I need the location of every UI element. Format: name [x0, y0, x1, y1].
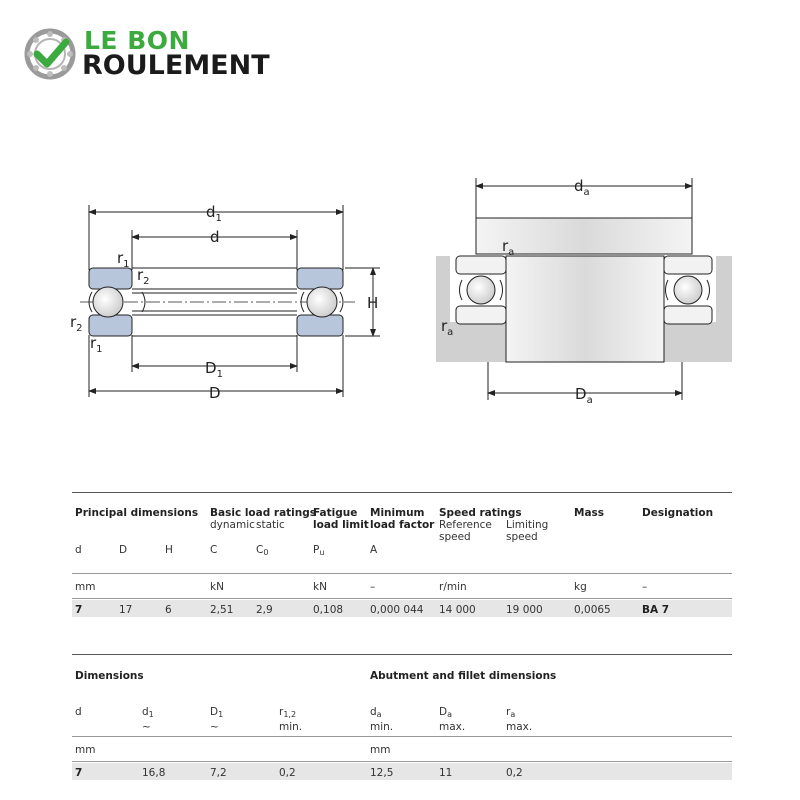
sym2-da: $d_a$ min. [370, 706, 394, 733]
val-Pu: 0,108 [313, 604, 344, 616]
hdr-designation: Designation [642, 507, 714, 519]
dim-D1-label: $D_1$ [205, 359, 223, 380]
sym-d: d [75, 544, 82, 556]
dim-ra-top-label: $r_a$ [502, 237, 515, 258]
val-designation: BA 7 [642, 604, 670, 616]
dim-d1-label: $d_1$ [206, 203, 222, 224]
val-D: 17 [119, 604, 133, 616]
hdr-load-limit: load limit [313, 519, 369, 531]
val-A: 0,000 044 [370, 604, 424, 616]
val2-ra: 0,2 [506, 767, 523, 779]
val2-Da: 11 [439, 767, 453, 779]
sym2-d1: $d_1$ ~ [142, 706, 154, 733]
bearing-drawing [0, 160, 800, 420]
unit2-mm-abutment: mm [370, 744, 391, 756]
val-d: 7 [75, 604, 83, 616]
sym-H: H [165, 544, 173, 556]
sym-C0: $C_0$ [256, 544, 269, 557]
hdr-abutment-fillet: Abutment and fillet dimensions [370, 670, 557, 682]
unit-mm: mm [75, 581, 96, 593]
val-C: 2,51 [210, 604, 234, 616]
dim-r1-bottom-label: $r_1$ [90, 334, 103, 355]
val2-d1: 16,8 [142, 767, 166, 779]
logo-text-top: LE BON [84, 26, 190, 55]
val-lim-speed: 19 000 [506, 604, 543, 616]
val-H: 6 [165, 604, 172, 616]
dim-D-label: D [209, 384, 221, 402]
unit-kn-fatigue: kN [313, 581, 327, 593]
unit2-mm-dimensions: mm [75, 744, 96, 756]
hdr-dimensions: Dimensions [75, 670, 144, 682]
table2-mid-rule [72, 736, 732, 737]
dim-Da-label: $D_a$ [575, 385, 593, 406]
hdr-reference: Reference [439, 519, 492, 531]
dim-r2-left-label: $r_2$ [70, 313, 83, 334]
val-mass: 0,0065 [574, 604, 611, 616]
hdr-limiting-speed: speed [506, 531, 538, 543]
sym-C: C [210, 544, 218, 556]
logo-bearing-check-icon [24, 28, 76, 80]
sym-Pu: $P_u$ [313, 544, 325, 557]
hdr-dynamic: dynamic [210, 519, 255, 531]
hdr-static: static [256, 519, 285, 531]
hdr-mass: Mass [574, 507, 605, 519]
logo-text-bottom: ROULEMENT [82, 50, 270, 81]
table2-top-rule [72, 654, 732, 655]
unit-rmin: r/min [439, 581, 467, 593]
sym2-d: d [75, 706, 82, 718]
unit-dash-factor: – [370, 581, 376, 593]
val-ref-speed: 14 000 [439, 604, 476, 616]
table1-row-rule [72, 598, 732, 599]
val-C0: 2,9 [256, 604, 273, 616]
hdr-limiting: Limiting [506, 519, 549, 531]
dim-r2-top-label: $r_2$ [137, 266, 150, 287]
abutment-view [436, 178, 732, 400]
dim-h-label: H [367, 294, 379, 312]
table1-top-rule [72, 492, 732, 493]
hdr-principal-dimensions: Principal dimensions [75, 507, 199, 519]
table2-row-rule [72, 761, 732, 762]
hdr-fatigue: Fatigue [313, 507, 358, 519]
hdr-basic-load-ratings: Basic load ratings [210, 507, 317, 519]
val2-D1: 7,2 [210, 767, 227, 779]
unit-dash-designation: – [642, 581, 648, 593]
sym2-Da: $D_a$ max. [439, 706, 466, 733]
sym2-D1: $D_1$ ~ [210, 706, 224, 733]
dim-r1-top-label: $r_1$ [117, 249, 130, 270]
sym-A: A [370, 544, 378, 556]
hdr-reference-speed: speed [439, 531, 471, 543]
sym2-ra: $r_a$ max. [506, 706, 533, 733]
sym2-r12: $r_{1,2}$ min. [279, 706, 303, 733]
unit-kg: kg [574, 581, 587, 593]
val2-da: 12,5 [370, 767, 394, 779]
val2-r12: 0,2 [279, 767, 296, 779]
table1-mid-rule [72, 573, 732, 574]
unit-kn-ratings: kN [210, 581, 224, 593]
table2-row-band [72, 763, 732, 780]
hdr-speed-ratings: Speed ratings [439, 507, 522, 519]
dim-d-label: d [210, 228, 220, 246]
sym-D: D [119, 544, 128, 556]
hdr-load-factor: load factor [370, 519, 435, 531]
dim-ra-left-label: $r_a$ [441, 317, 454, 338]
dim-da-label: $d_a$ [574, 177, 590, 198]
val2-d: 7 [75, 767, 83, 779]
hdr-minimum: Minimum [370, 507, 425, 519]
